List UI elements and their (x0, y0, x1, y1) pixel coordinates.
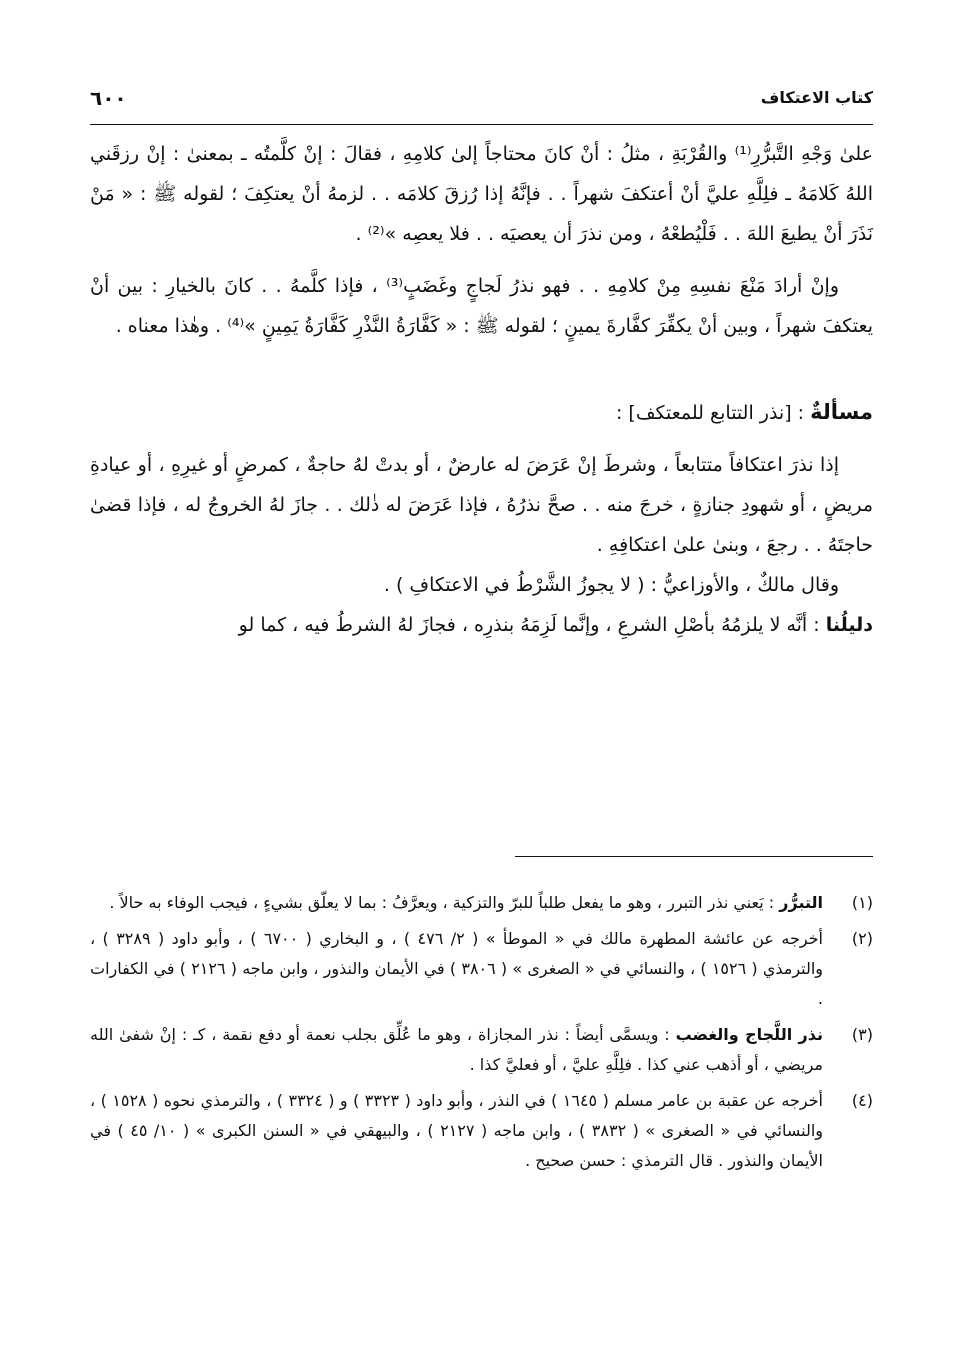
footnote-text: أخرجه عن عائشة المطهرة مالك في « الموطأ » ( ٢/ ٤٧٦ ) ، و البخاري ( ٦٧٠٠ ) ، وأبو داود ( ٣٢٨٩ ) ، والترمذي ( ١٥٢٦ ) ، والنسائي في « الصغرى » ( ٣٨٠٦ ) في الأيمان والنذور ، وابن ماجه ( ٢١٢٦ ) في الكفارات . (90, 929, 824, 1008)
page-number: ٦٠٠ (90, 86, 127, 110)
header-rule (90, 124, 873, 125)
footnote-term: نذر اللَّجاج والغضب (675, 1025, 823, 1044)
footnote-rule (515, 856, 873, 857)
evidence-text: : أنَّه لا يلزمُهُ بأصْلِ الشرعِ ، وإنَّما لَزِمَهُ بنذرِه ، فجازَ لهُ الشرطُ فيه ، كما لو (238, 614, 826, 636)
footnote-3 (90, 1020, 873, 1080)
running-title: كتاب الاعتكاف (760, 88, 873, 107)
footnote-4 (90, 1086, 873, 1176)
page-header (90, 84, 873, 118)
footnote-text: : يَعني نذر التبرر ، وهو ما يفعل طلباً للبرّ والتزكية ، ويعرَّفُ : بما لا يعلّق بشيءٍ ، فيجب الوفاء به حالاً . (109, 893, 780, 912)
footnote-number: (٢) (851, 929, 873, 948)
evidence-label: دليلُنا (825, 614, 873, 636)
paragraph-consecutive-vow: إذا نذرَ اعتكافاً متتابعاً ، وشرطَ إنْ عَرَضَ له عارضٌ ، أو بدتْ لهُ حاجةٌ ، كمرضٍ أو غيرِهِ ، أو عيادةِ مريضٍ ، أو شهودِ جنازةٍ ، خرجَ منه . . صحَّ نذرُهُ ، فإذا عَرَضَ له ذٰلك . . جازَ لهُ الخروجُ له ، فإذا قضىٰ حاجتَهُ . . رجعَ ، وبنىٰ علىٰ اعتكافِهِ . (90, 454, 873, 556)
main-text (90, 134, 873, 645)
footnote-1 (90, 888, 873, 918)
footnote-text: : ويسمَّى أيضاً : نذر المجازاة ، وهو ما عُلِّق بجلب نعمة أو دفع نقمة ، كـ : إنْ شفىٰ الله مريضي ، أو أذهب عني كذا . فلِلَّهِ عليَّ ، أو فعليَّ كذا . (90, 1025, 823, 1074)
issue-label: مسألةٌ (810, 400, 873, 424)
footnote-number: (٤) (851, 1091, 873, 1110)
footnote-2 (90, 924, 873, 1014)
paragraph-vow-of-obstinacy: وإنْ أرادَ مَنْعَ نفسِهِ مِنْ كلامِهِ . . فهو نذرُ لَجاجٍ وغَضَبٍ⁽³⁾ ، فإذا كلَّمهُ . . كانَ بالخيارِ : بين أنْ يعتكفَ شهراً ، وبين أنْ يكفِّرَ كفَّارةَ يمينٍ ؛ لقوله ﷺ : « كَفَّارَةُ النَّذْرِ كَفَّارَةُ يَمِينٍ »⁽⁴⁾ . وهٰذا معناه . (90, 275, 873, 337)
footnote-term: التبرُّر (779, 893, 823, 912)
footnote-number: (١) (851, 893, 873, 912)
issue-title: : [نذر التتابع للمعتكف] : (615, 402, 811, 424)
footnote-number: (٣) (851, 1025, 873, 1044)
paragraph-vow-of-devotion: علىٰ وَجْهِ التَّبرُّرِ⁽¹⁾ والقُرْبَةِ ، مثلُ : أنْ كانَ محتاجاً إلىٰ كلامِهِ ، فقالَ : إنْ كلَّمتُه ـ بمعنىٰ : إنْ رزقَني اللهُ كَلامَهُ ـ فلِلَّهِ عليَّ أنْ أعتكفَ شهراً . . فإنَّهُ إذا رُزقَ كلامَه . . لزمهُ أنْ يعتكِفَ ؛ لقوله ﷺ : « مَنْ نَذَرَ أنْ يطيعَ اللهَ . . فَلْيُطعْهُ ، ومن نذرَ أن يعصيَه . . فلا يعصِه »⁽²⁾ . (90, 143, 873, 245)
issue-heading (90, 392, 873, 433)
footnotes (90, 888, 873, 1182)
footnote-text: أخرجه عن عقبة بن عامر مسلم ( ١٦٤٥ ) في النذر ، وأبو داود ( ٣٣٢٣ ) و ( ٣٣٢٤ ) ، والترمذي نحوه ( ١٥٢٨ ) ، والنسائي في « الصغرى » ( ٣٨٣٢ ) ، وابن ماجه ( ٢١٢٧ ) ، والبيهقي في « السنن الكبرى » ( ١٠/ ٤٥ ) في الأيمان والنذور . قال الترمذي : حسن صحيح . (90, 1091, 824, 1170)
paragraph-malik-opinion: وقال مالكٌ ، والأوزاعيُّ : ( لا يجوزُ الشَّرْطُ في الاعتكافِ ) . (383, 574, 839, 596)
paragraph-evidence (90, 605, 873, 645)
